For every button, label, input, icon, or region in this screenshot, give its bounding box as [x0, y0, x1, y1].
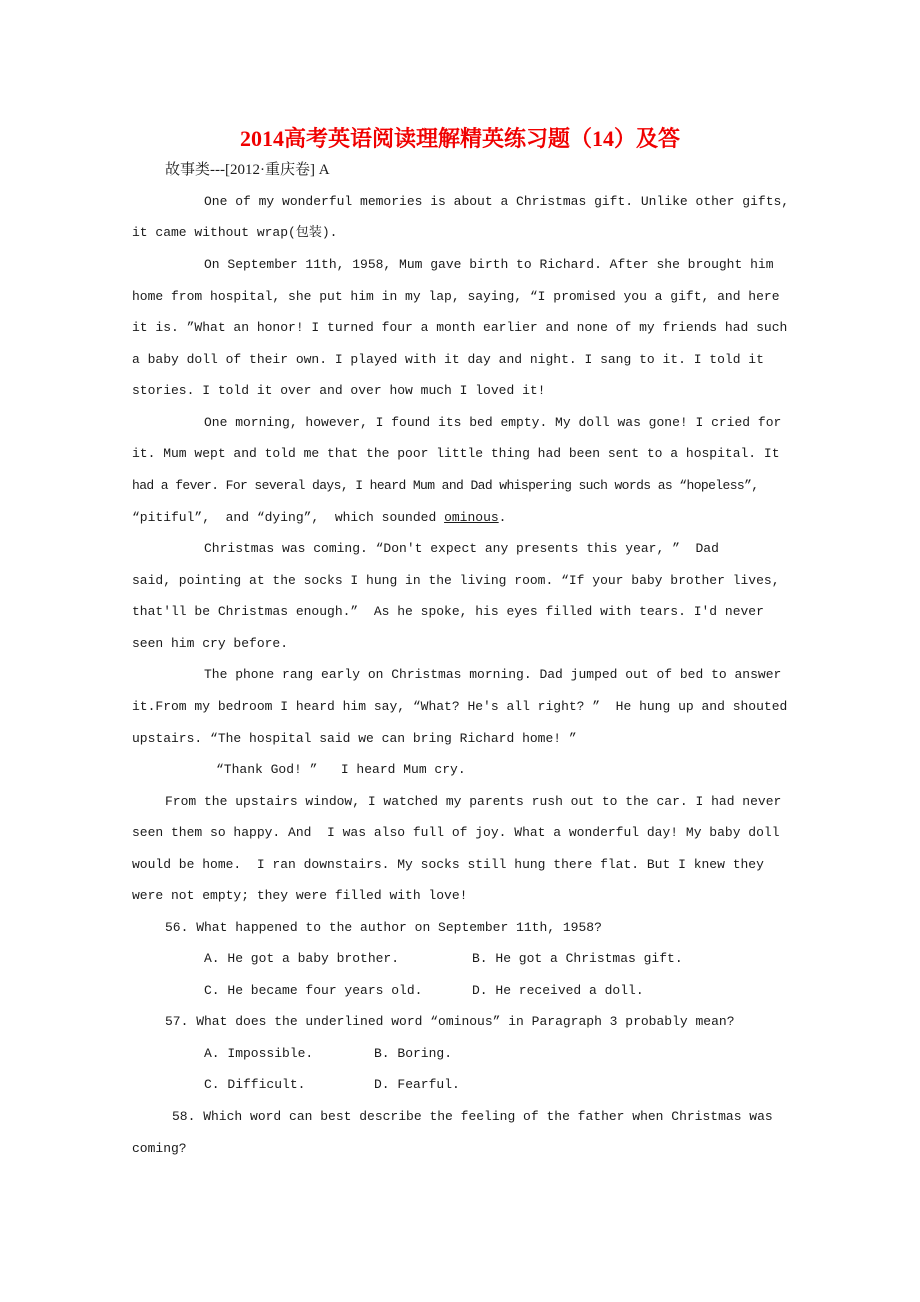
passage-text: .: [498, 510, 507, 525]
passage-line: From the upstairs window, I watched my parents rush out to the car. I had never: [165, 794, 782, 809]
passage-line: said, pointing at the socks I hung in the living room. “If your baby brother lives,: [132, 573, 780, 588]
passage-line: [132, 509, 506, 527]
passage-line: The phone rang early on Christmas morning. Dad jumped out of bed to answer: [204, 667, 782, 682]
passage-line: “Thank God! ” I heard Mum cry.: [216, 762, 466, 777]
passage-line: upstairs. “The hospital said we can bring Richard home! ”: [132, 731, 577, 746]
passage-line: Christmas was coming. “Don't expect any presents this year, ” Dad: [204, 541, 719, 556]
answer-option: B. Boring.: [374, 1046, 453, 1061]
document-title: 2014高考英语阅读理解精英练习题（14）及答: [239, 126, 680, 151]
passage-line: stories. I told it over and over how much I loved it!: [132, 383, 546, 398]
passage-line: it is. ”What an honor! I turned four a month earlier and none of my friends had such: [132, 320, 788, 335]
question-stem: 56. What happened to the author on September 11th, 1958?: [165, 920, 602, 935]
passage-text: “pitiful”, and “dying”, which sounded: [132, 510, 445, 525]
passage-line: had a fever. For several days, I heard Mum and Dad whispering such words as “hopeless”,: [132, 478, 759, 493]
passage-line: were not empty; they were filled with love!: [132, 888, 468, 903]
source-label: 故事类---[2012·重庆卷] A: [165, 162, 330, 178]
answer-option: D. Fearful.: [374, 1077, 460, 1092]
answer-option: B. He got a Christmas gift.: [472, 951, 683, 966]
passage-line: it came without wrap(包装).: [132, 225, 338, 240]
underlined-word: ominous: [444, 510, 499, 525]
passage-line: would be home. I ran downstairs. My socks still hung there flat. But I knew they: [132, 857, 764, 872]
passage-line: it.From my bedroom I heard him say, “What? He's all right? ” He hung up and shouted: [132, 699, 788, 714]
passage-line: that'll be Christmas enough.” As he spoke, his eyes filled with tears. I'd never: [132, 604, 764, 619]
answer-option: D. He received a doll.: [472, 983, 644, 998]
passage-line: seen him cry before.: [132, 636, 289, 651]
answer-option: A. He got a baby brother.: [204, 951, 400, 966]
passage-line: a baby doll of their own. I played with it day and night. I sang to it. I told it: [132, 352, 764, 367]
question-stem-continued: coming?: [132, 1141, 187, 1156]
answer-option: C. He became four years old.: [204, 983, 423, 998]
passage-line: One of my wonderful memories is about a Christmas gift. Unlike other gifts,: [204, 194, 790, 209]
passage-line: On September 11th, 1958, Mum gave birth to Richard. After she brought him: [204, 257, 774, 272]
passage-line: home from hospital, she put him in my lap, saying, “I promised you a gift, and here: [132, 289, 780, 304]
answer-option: C. Difficult.: [204, 1077, 306, 1092]
question-stem: 57. What does the underlined word “ominous” in Paragraph 3 probably mean?: [165, 1014, 735, 1029]
answer-option: A. Impossible.: [204, 1046, 314, 1061]
passage-line: One morning, however, I found its bed empty. My doll was gone! I cried for: [204, 415, 782, 430]
passage-line: seen them so happy. And I was also full of joy. What a wonderful day! My baby doll: [132, 825, 780, 840]
passage-line: it. Mum wept and told me that the poor little thing had been sent to a hospital. It: [132, 446, 780, 461]
question-stem: 58. Which word can best describe the feeling of the father when Christmas was: [172, 1109, 773, 1124]
